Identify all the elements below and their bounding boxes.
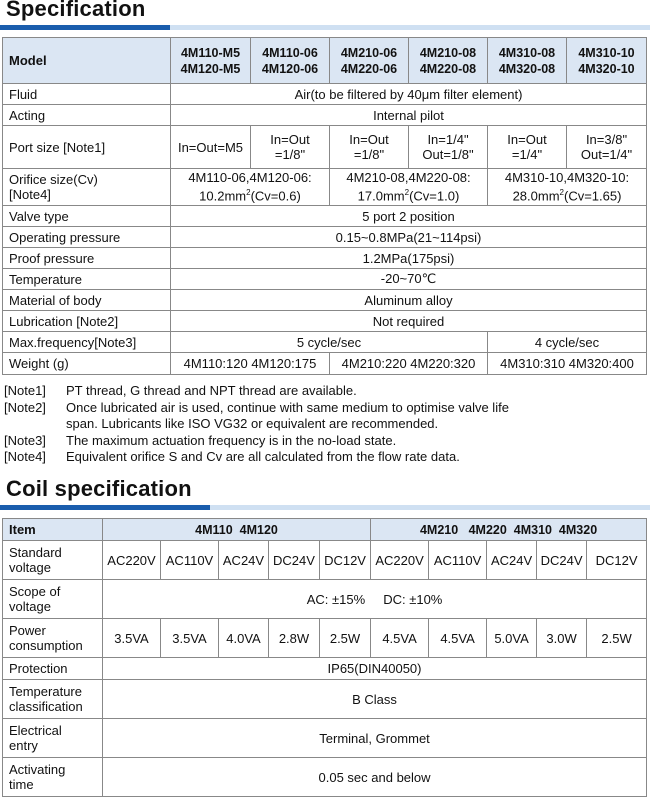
std-voltage-1: AC220V — [103, 541, 161, 580]
coil-header-row — [3, 519, 647, 541]
temp-class-value: B Class — [103, 680, 647, 719]
coil-group-2: 4M210 4M220 4M310 4M320 — [371, 519, 647, 541]
model-label: Model — [3, 38, 171, 84]
coil-title: Coil specification — [6, 476, 192, 501]
power-9: 3.0W — [537, 619, 587, 658]
std-voltage-9: DC24V — [537, 541, 587, 580]
port-value-5: In=Out =1/4" — [488, 126, 567, 169]
model-col-5: 4M310-08 4M320-08 — [488, 38, 567, 84]
spec-title-bar — [0, 25, 170, 30]
power-2: 3.5VA — [161, 619, 219, 658]
power-8: 5.0VA — [487, 619, 537, 658]
valve-type-label: Valve type — [3, 206, 171, 227]
maxfreq-row — [3, 332, 647, 353]
activating-row — [3, 758, 647, 797]
power-row — [3, 619, 647, 658]
port-value-2: In=Out =1/8" — [251, 126, 330, 169]
coil-group-1: 4M110 4M120 — [103, 519, 371, 541]
valve-type-row — [3, 206, 647, 227]
proof-row — [3, 248, 647, 269]
scope-label: Scope of voltage — [3, 580, 103, 619]
spec-title: Specification — [6, 0, 146, 21]
weight-value-3: 4M310:310 4M320:400 — [488, 353, 647, 375]
orifice-label: Orifice size(Cv) [Note4] — [3, 169, 171, 206]
item-label: Item — [3, 519, 103, 541]
port-label: Port size [Note1] — [3, 126, 171, 169]
port-value-3: In=Out =1/8" — [330, 126, 409, 169]
coil-title-bar-light — [210, 505, 650, 510]
power-label: Power consumption — [3, 619, 103, 658]
material-label: Material of body — [3, 290, 171, 311]
std-voltage-7: AC110V — [429, 541, 487, 580]
fluid-label: Fluid — [3, 84, 171, 105]
orifice-value-3: 4M310-10,4M320-10: $28.0mm^2(Cv=1.65)$ — [488, 169, 647, 206]
weight-value-1: 4M110:120 4M120:175 — [171, 353, 330, 375]
std-voltage-8: AC24V — [487, 541, 537, 580]
protection-label: Protection — [3, 658, 103, 680]
note-3: [Note3] The maximum actuation frequency is in the no-load state. — [4, 432, 397, 448]
activating-label: Activating time — [3, 758, 103, 797]
coil-table — [2, 518, 647, 797]
port-row — [3, 126, 647, 169]
std-voltage-3: AC24V — [219, 541, 269, 580]
coil-title-bar — [0, 505, 210, 510]
port-value-1: In=Out=M5 — [171, 126, 251, 169]
spec-header-row — [3, 38, 647, 84]
note-1: [Note1] PT thread, G thread and NPT thread are available. — [4, 383, 357, 398]
power-1: 3.5VA — [103, 619, 161, 658]
model-col-3: 4M210-06 4M220-06 — [330, 38, 409, 84]
orifice-value-1: 4M110-06,4M120-06: $10.2mm^2(Cv=0.6)$ — [171, 169, 330, 206]
std-voltage-label: Standard voltage — [3, 541, 103, 580]
protection-row — [3, 658, 647, 680]
maxfreq-value-2: 4 cycle/sec — [488, 332, 647, 353]
notes-block — [4, 383, 509, 466]
lubrication-label: Lubrication [Note2] — [3, 311, 171, 332]
std-voltage-row — [3, 541, 647, 580]
weight-value-2: 4M210:220 4M220:320 — [330, 353, 488, 375]
fluid-row — [3, 84, 647, 105]
model-col-4: 4M210-08 4M220-08 — [409, 38, 488, 84]
acting-row — [3, 105, 647, 126]
scope-row — [3, 580, 647, 619]
port-value-6: In=3/8" Out=1/4" — [567, 126, 647, 169]
power-7: 4.5VA — [429, 619, 487, 658]
power-5: 2.5W — [320, 619, 371, 658]
power-4: 2.8W — [269, 619, 320, 658]
op-pressure-value: 0.15~0.8MPa(21~114psi) — [171, 227, 647, 248]
lubrication-value: Not required — [171, 311, 647, 332]
electrical-row — [3, 719, 647, 758]
fluid-value: Air(to be filtered by 40μm filter element) — [171, 84, 647, 105]
electrical-label: Electrical entry — [3, 719, 103, 758]
temperature-value: -20~70℃ — [171, 269, 647, 290]
orifice-row — [3, 169, 647, 206]
model-col-2: 4M110-06 4M120-06 — [251, 38, 330, 84]
temperature-row — [3, 269, 647, 290]
material-row — [3, 290, 647, 311]
model-col-1: 4M110-M5 4M120-M5 — [171, 38, 251, 84]
op-pressure-row — [3, 227, 647, 248]
power-10: 2.5W — [587, 619, 647, 658]
op-pressure-label: Operating pressure — [3, 227, 171, 248]
temp-class-label: Temperature classification — [3, 680, 103, 719]
power-6: 4.5VA — [371, 619, 429, 658]
note-4: [Note4] Equivalent orifice S and Cv are all calculated from the flow rate data. — [4, 449, 460, 464]
spec-table — [2, 37, 647, 375]
scope-value: AC: ±15% DC: ±10% — [103, 580, 647, 619]
proof-value: 1.2MPa(175psi) — [171, 248, 647, 269]
valve-type-value: 5 port 2 position — [171, 206, 647, 227]
port-value-4: In=1/4" Out=1/8" — [409, 126, 488, 169]
spec-title-bar-light — [170, 25, 650, 30]
std-voltage-10: DC12V — [587, 541, 647, 580]
maxfreq-value-1: 5 cycle/sec — [171, 332, 488, 353]
temp-class-row — [3, 680, 647, 719]
electrical-value: Terminal, Grommet — [103, 719, 647, 758]
maxfreq-label: Max.frequency[Note3] — [3, 332, 171, 353]
acting-value: Internal pilot — [171, 105, 647, 126]
proof-label: Proof pressure — [3, 248, 171, 269]
std-voltage-5: DC12V — [320, 541, 371, 580]
std-voltage-2: AC110V — [161, 541, 219, 580]
weight-row — [3, 353, 647, 375]
weight-label: Weight (g) — [3, 353, 171, 375]
activating-value: 0.05 sec and below — [103, 758, 647, 797]
material-value: Aluminum alloy — [171, 290, 647, 311]
temperature-label: Temperature — [3, 269, 171, 290]
protection-value: IP65(DIN40050) — [103, 658, 647, 680]
model-col-6: 4M310-10 4M320-10 — [567, 38, 647, 84]
acting-label: Acting — [3, 105, 171, 126]
std-voltage-4: DC24V — [269, 541, 320, 580]
power-3: 4.0VA — [219, 619, 269, 658]
note-2: [Note2] Once lubricated air is used, continue with same medium to optimise valve life span. Lubricants like ISO VG32 or equivalent are recommended. — [4, 399, 509, 431]
std-voltage-6: AC220V — [371, 541, 429, 580]
orifice-value-2: 4M210-08,4M220-08: $17.0mm^2(Cv=1.0)$ — [330, 169, 488, 206]
lubrication-row — [3, 311, 647, 332]
